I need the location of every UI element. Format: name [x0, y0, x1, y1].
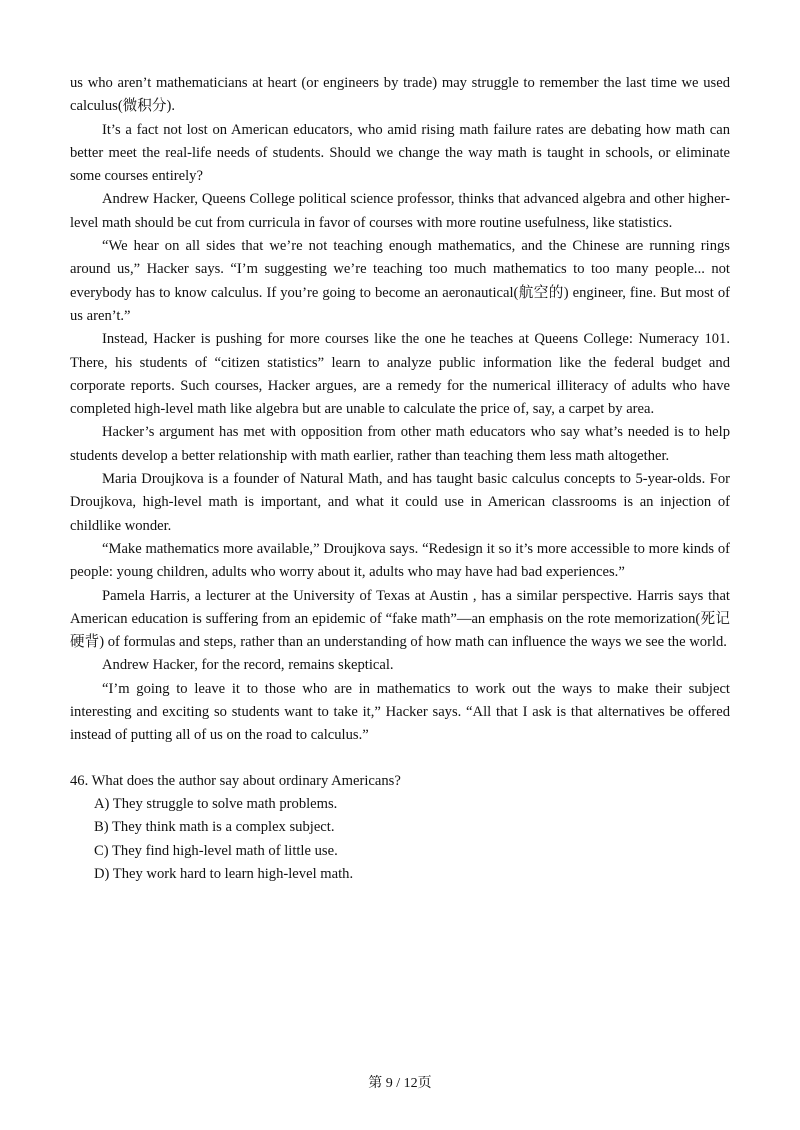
section-gap [70, 748, 730, 770]
option-a: A) They struggle to solve math problems. [94, 795, 338, 812]
paragraph-10: Andrew Hacker, for the record, remains skeptical. [102, 657, 394, 674]
paragraph-2: It’s a fact not lost on American educators, who amid rising math failure rates are debating how math can better meet the real-life needs of students. Should we change the way math is taught in schools, or eliminate some courses entirely? [70, 121, 730, 185]
paragraph-5: Instead, Hacker is pushing for more courses like the one he teaches at Queens College: Numeracy 101. There, his students of “citizen statistics” learn to analyze public information like the federal budget and corporate reports. Such courses, Hacker argues, are a remedy for the numerical illiteracy of adults who have completed high-level math like algebra but are unable to calculate the price of, say, a carpet by area. [70, 331, 730, 418]
paragraph-11: “I’m going to leave it to those who are in mathematics to work out the ways to make their subject interesting and exciting so students want to take it,” Hacker says. “All that I ask is that alternatives be offered instead of putting all of us on the road to calculus.” [70, 680, 730, 744]
article-body [70, 72, 730, 748]
document-page [70, 72, 730, 886]
option-c: C) They find high-level math of little use. [94, 842, 338, 859]
page-number: 第 9 / 12页 [368, 1076, 432, 1091]
paragraph-4: “We hear on all sides that we’re not teaching enough mathematics, and the Chinese are running rings around us,” Hacker says. “I’m suggesting we’re teaching too much mathematics to too many people... not everybody has to know calculus. If you’re going to become an aeronautical(航空的) engineer, fine. But most of us aren’t.” [70, 238, 730, 324]
paragraph-3: Andrew Hacker, Queens College political science professor, thinks that advanced algebra and other higher-level math should be cut from curricula in favor of courses with more routine usefulness, like statistics. [70, 191, 730, 231]
question-block [70, 770, 730, 886]
question-stem: 46. What does the author say about ordinary Americans? [70, 772, 401, 789]
paragraph-6: Hacker’s argument has met with opposition from other math educators who say what’s needed is to help students develop a better relationship with math earlier, rather than teaching them less math altogether. [70, 424, 730, 464]
option-d: D) They work hard to learn high-level math. [94, 865, 354, 882]
option-b: B) They think math is a complex subject. [94, 819, 335, 836]
paragraph-7: Maria Droujkova is a founder of Natural Math, and has taught basic calculus concepts to 5-year-olds. For Droujkova, high-level math is important, and what it could use in American classrooms is an injection of childlike wonder. [70, 471, 730, 534]
paragraph-8: “Make mathematics more available,” Droujkova says. “Redesign it so it’s more accessible to more kinds of people: young children, adults who worry about it, adults who may have had bad experiences.” [70, 540, 730, 581]
paragraph-9: Pamela Harris, a lecturer at the University of Texas at Austin , has a similar perspective. Harris says that American education is suffering from an epidemic of “fake math”—an emphasis on the rote memorization(死记硬背) of formulas and steps, rather than an understanding of how math can influence the ways we see the world. [70, 587, 730, 651]
paragraph-1: us who aren’t mathematicians at heart (or engineers by trade) may struggle to remember the last time we used calculus(微积分). [70, 75, 730, 115]
